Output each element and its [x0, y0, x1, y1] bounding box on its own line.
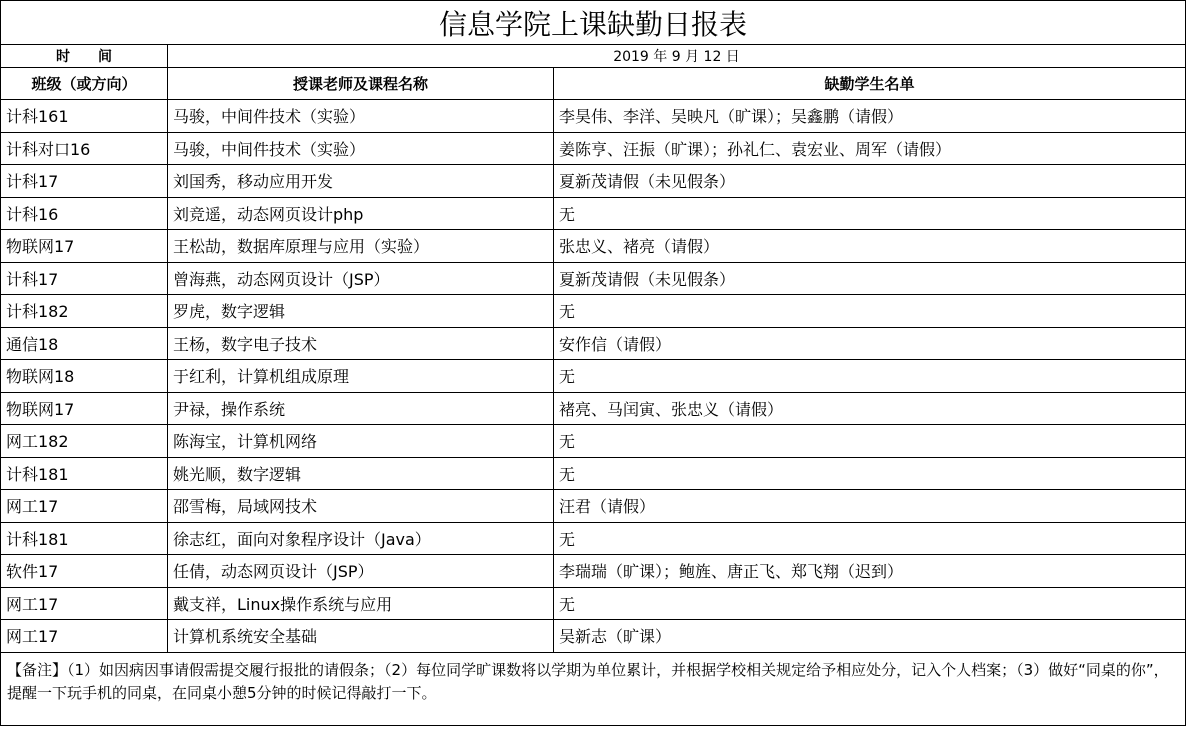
remarks-note: 【备注】（1）如因病因事请假需提交履行报批的请假条；（2）每位同学旷课数将以学期为单位累计，并根据学校相关规定给予相应处分，记入个人档案；（3）做好“同桌的你”，提醒一下玩手机的同桌，在同桌小憩5分钟的时候记得敲打一下。 [1, 652, 1186, 725]
header-class: 班级（或方向） [1, 68, 168, 100]
cell-class: 软件17 [1, 555, 168, 588]
table-row [1, 165, 1186, 198]
time-row [1, 45, 1186, 68]
cell-teacher-course: 刘竞遥，动态网页设计php [168, 197, 554, 230]
cell-absent-students: 无 [554, 360, 1186, 393]
cell-teacher-course: 邵雪梅，局域网技术 [168, 490, 554, 523]
header-row [1, 68, 1186, 100]
report-title: 信息学院上课缺勤日报表 [1, 1, 1186, 45]
cell-teacher-course: 计算机系统安全基础 [168, 620, 554, 653]
cell-class: 物联网17 [1, 392, 168, 425]
cell-class: 计科对口16 [1, 132, 168, 165]
report-date: 2019 年 9 月 12 日 [168, 45, 1186, 68]
cell-absent-students: 汪君（请假） [554, 490, 1186, 523]
cell-class: 物联网18 [1, 360, 168, 393]
cell-absent-students: 姜陈亨、汪振（旷课）；孙礼仁、袁宏业、周军（请假） [554, 132, 1186, 165]
cell-class: 计科16 [1, 197, 168, 230]
note-row [1, 652, 1186, 725]
cell-absent-students: 无 [554, 197, 1186, 230]
cell-class: 计科17 [1, 165, 168, 198]
table-row [1, 197, 1186, 230]
table-row [1, 100, 1186, 133]
table-row [1, 457, 1186, 490]
table-row [1, 327, 1186, 360]
cell-class: 计科17 [1, 262, 168, 295]
cell-absent-students: 无 [554, 587, 1186, 620]
cell-absent-students: 无 [554, 457, 1186, 490]
table-row [1, 262, 1186, 295]
cell-absent-students: 张忠义、褚亮（请假） [554, 230, 1186, 263]
cell-class: 通信18 [1, 327, 168, 360]
cell-class: 网工17 [1, 620, 168, 653]
cell-teacher-course: 马骏，中间件技术（实验） [168, 132, 554, 165]
table-row [1, 230, 1186, 263]
cell-class: 网工17 [1, 587, 168, 620]
header-absent-students: 缺勤学生名单 [554, 68, 1186, 100]
cell-absent-students: 褚亮、马闰寅、张忠义（请假） [554, 392, 1186, 425]
cell-absent-students: 无 [554, 522, 1186, 555]
cell-teacher-course: 王杨，数字电子技术 [168, 327, 554, 360]
cell-absent-students: 无 [554, 295, 1186, 328]
cell-class: 计科161 [1, 100, 168, 133]
cell-absent-students: 李昊伟、李洋、吴映凡（旷课）；吴鑫鹏（请假） [554, 100, 1186, 133]
cell-teacher-course: 曾海燕，动态网页设计（JSP） [168, 262, 554, 295]
cell-absent-students: 安作信（请假） [554, 327, 1186, 360]
cell-class: 物联网17 [1, 230, 168, 263]
table-row [1, 295, 1186, 328]
table-row [1, 425, 1186, 458]
cell-teacher-course: 陈海宝，计算机网络 [168, 425, 554, 458]
cell-absent-students: 无 [554, 425, 1186, 458]
cell-absent-students: 夏新茂请假（未见假条） [554, 262, 1186, 295]
cell-class: 计科181 [1, 522, 168, 555]
cell-class: 计科181 [1, 457, 168, 490]
cell-absent-students: 吴新志（旷课） [554, 620, 1186, 653]
cell-teacher-course: 尹禄，操作系统 [168, 392, 554, 425]
cell-class: 网工182 [1, 425, 168, 458]
cell-teacher-course: 罗虎，数字逻辑 [168, 295, 554, 328]
cell-teacher-course: 戴支祥，Linux操作系统与应用 [168, 587, 554, 620]
cell-teacher-course: 刘国秀，移动应用开发 [168, 165, 554, 198]
cell-absent-students: 夏新茂请假（未见假条） [554, 165, 1186, 198]
table-row [1, 522, 1186, 555]
cell-teacher-course: 马骏，中间件技术（实验） [168, 100, 554, 133]
cell-teacher-course: 徐志红，面向对象程序设计（Java） [168, 522, 554, 555]
table-row [1, 587, 1186, 620]
table-row [1, 620, 1186, 653]
table-row [1, 360, 1186, 393]
table-row [1, 132, 1186, 165]
cell-teacher-course: 于红利，计算机组成原理 [168, 360, 554, 393]
cell-absent-students: 李瑞瑞（旷课）；鲍旌、唐正飞、郑飞翔（迟到） [554, 555, 1186, 588]
cell-teacher-course: 任倩，动态网页设计（JSP） [168, 555, 554, 588]
cell-class: 计科182 [1, 295, 168, 328]
header-teacher-course: 授课老师及课程名称 [168, 68, 554, 100]
table-row [1, 555, 1186, 588]
table-row [1, 490, 1186, 523]
title-row [1, 1, 1186, 45]
cell-teacher-course: 王松劼，数据库原理与应用（实验） [168, 230, 554, 263]
time-label: 时 间 [1, 45, 168, 68]
table-row [1, 392, 1186, 425]
cell-class: 网工17 [1, 490, 168, 523]
cell-teacher-course: 姚光顺，数字逻辑 [168, 457, 554, 490]
